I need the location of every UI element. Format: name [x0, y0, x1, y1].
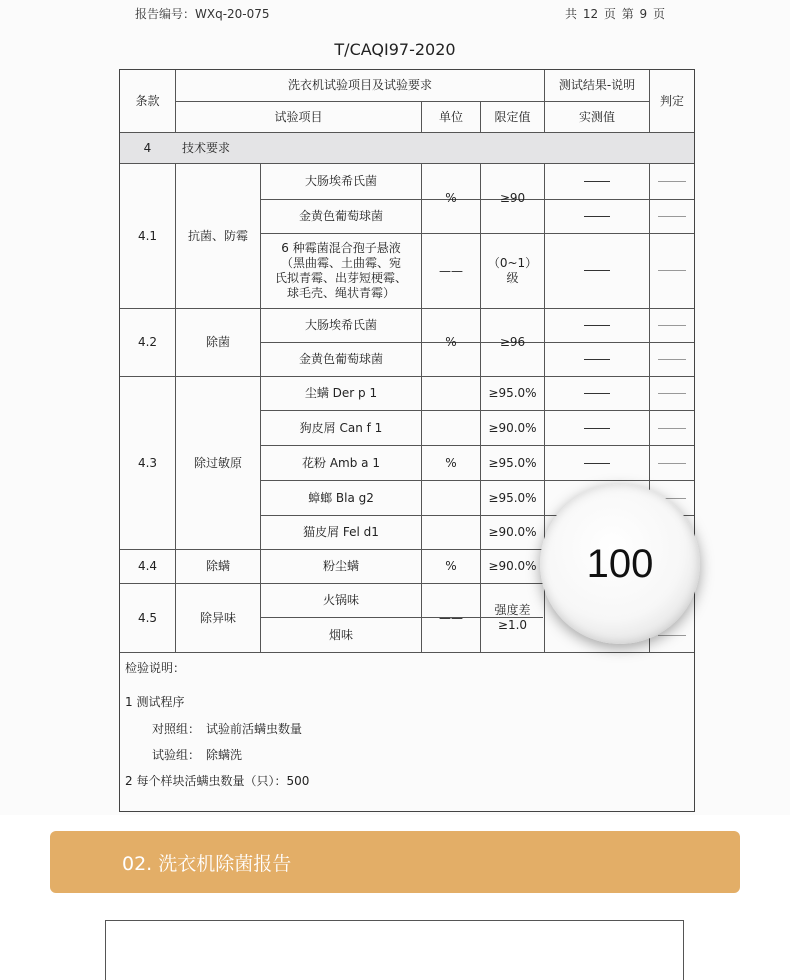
unit-mold: ——: [439, 263, 463, 278]
notes-control: 对照组： 试验前活螨虫数量: [152, 722, 303, 736]
limit-der-p1: ≥95.0%: [488, 386, 537, 400]
limit-4-5: 强度差 ≥1.0: [494, 603, 531, 632]
limit-fel-d1: ≥90.0%: [488, 525, 537, 539]
unit-4-5: ——: [439, 610, 463, 625]
unit-4-3: %: [445, 455, 457, 470]
standard-id: T/CAQI97-2020: [334, 40, 456, 59]
item-amb-a1: 花粉 Amb a 1: [302, 455, 380, 470]
clause-4-4-name: 除螨: [205, 559, 230, 573]
item-smoke-odor: 烟味: [328, 627, 353, 642]
notes-step1: 1 测试程序: [125, 695, 185, 709]
item-bla-g2: 蟑螂 Bla g2: [308, 490, 374, 505]
clause-4-4: 4.4: [137, 559, 158, 573]
notes-step2: 2 每个样块活螨虫数量（只）：500: [125, 774, 310, 788]
item-can-f1: 狗皮屑 Can f 1: [299, 420, 383, 435]
limit-4-2: ≥96: [499, 335, 526, 349]
clause-4-5-name: 除异味: [199, 610, 236, 625]
item-staph-2: 金黄色葡萄球菌: [298, 352, 383, 366]
clause-4-2: 4.2: [137, 335, 158, 349]
clause-4-2-name: 除菌: [205, 335, 230, 349]
header-test-item: 试验项目: [274, 110, 323, 124]
header-unit: 单位: [438, 110, 463, 124]
clause-4-1: 4.1: [137, 228, 158, 243]
banner-label: 02. 洗衣机除菌报告: [122, 852, 292, 875]
item-fel-d1: 猫皮屑 Fel d1: [303, 525, 379, 539]
limit-can-f1: ≥90.0%: [488, 420, 537, 435]
clause-4-3-name: 除过敏原: [193, 455, 242, 470]
item-hotpot-odor: 火锅味: [322, 593, 359, 607]
clause-4-1-name: 抗菌、防霉: [187, 228, 248, 243]
limit-amb-a1: ≥95.0%: [488, 455, 537, 470]
unit-4-1: %: [445, 191, 457, 205]
page-indicator: 共 12 页 第 9 页: [565, 7, 665, 21]
limit-4-1: ≥90: [499, 191, 526, 205]
unit-4-2: %: [445, 335, 457, 349]
header-measured: 实测值: [578, 110, 615, 124]
section-banner: [50, 831, 740, 893]
item-staph: 金黄色葡萄球菌: [298, 209, 383, 223]
header-clause: 条款: [135, 94, 160, 108]
unit-4-4: %: [445, 559, 457, 573]
header-results-group: 测试结果-说明: [558, 78, 636, 92]
section-title: 技术要求: [182, 140, 231, 155]
limit-mold: （0~1） 级: [487, 256, 538, 285]
limit-bla-g2: ≥95.0%: [488, 490, 537, 505]
report-number: 报告编号：WXq-20-075: [135, 7, 270, 21]
magnifier-value: 100: [586, 541, 654, 586]
notes-title: 检验说明：: [125, 661, 186, 675]
notes-trial: 试验组： 除螨洗: [152, 748, 243, 762]
item-mold: 6 种霉菌混合孢子悬液 （黑曲霉、土曲霉、宛 氏拟青霉、出芽短梗霉、 球毛壳、绳状青霉）: [274, 241, 407, 300]
header-judgement: 判定: [659, 94, 684, 108]
magnifier-lens: [540, 484, 700, 644]
item-ecoli: 大肠埃希氏菌: [304, 174, 377, 188]
item-der-p1: 尘螨 Der p 1: [304, 386, 378, 400]
item-ecoli-2: 大肠埃希氏菌: [304, 318, 377, 332]
header-items-group: 洗衣机试验项目及试验要求: [287, 78, 432, 92]
next-report-frame: [105, 920, 684, 980]
header-limit: 限定值: [494, 110, 531, 124]
section-clause: 4: [143, 140, 152, 155]
test-table: [119, 69, 695, 812]
item-dust-mite: 粉尘螨: [322, 559, 359, 573]
clause-4-5: 4.5: [137, 610, 158, 625]
limit-4-4: ≥90.0%: [488, 559, 537, 573]
clause-4-3: 4.3: [137, 455, 158, 470]
